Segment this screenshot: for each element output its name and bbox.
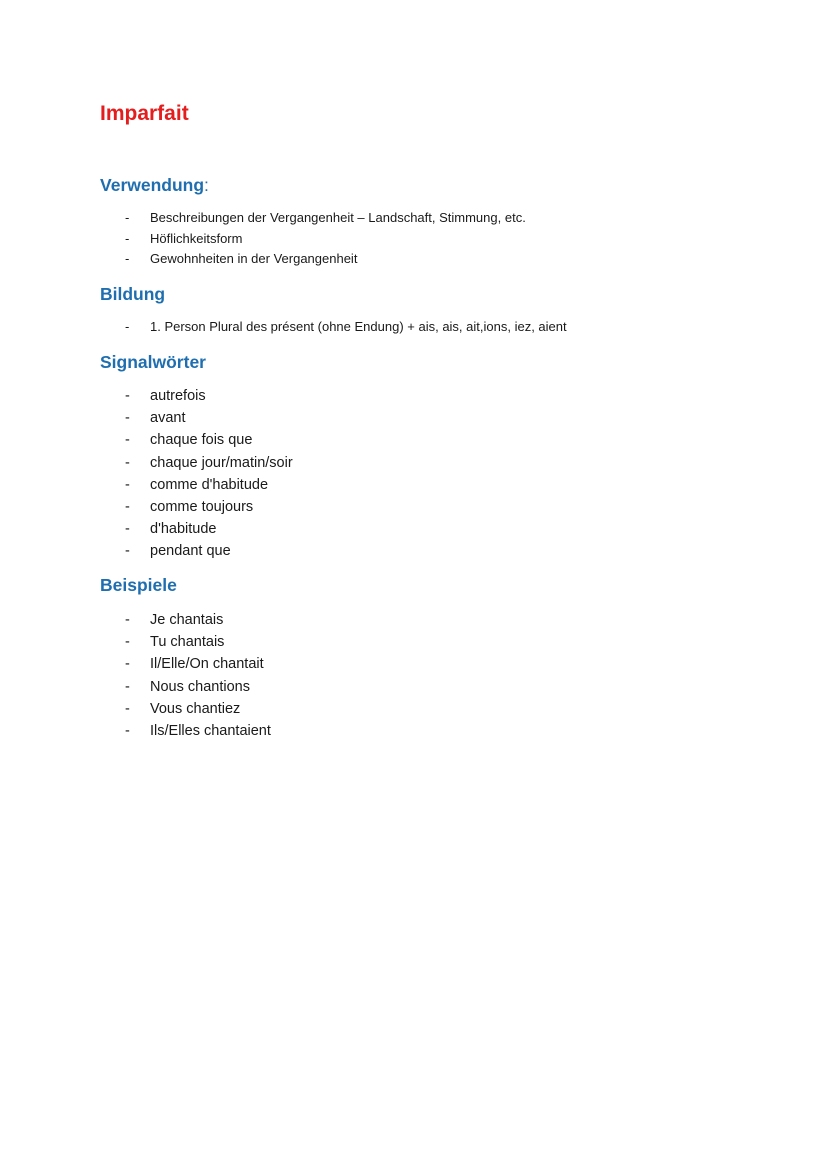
list-item-text: avant (150, 410, 186, 427)
list-item-text: 1. Person Plural des présent (ohne Endung) + ais, ais, ait,ions, iez, aient (150, 319, 567, 334)
bullet-dash: - (125, 476, 130, 493)
bullet-dash: - (125, 432, 130, 449)
bullet-dash: - (125, 210, 130, 225)
bullet-dash: - (125, 388, 130, 404)
list-item-text: Vous chantiez (150, 700, 241, 717)
bullet-dash: - (125, 498, 130, 515)
bullet-dash: - (125, 410, 130, 427)
list-item-text: d'habitude (150, 521, 217, 538)
list-item-text: Je chantais (150, 612, 224, 628)
heading-verwendung (100, 174, 209, 196)
heading-verwendung-colon: : (204, 175, 209, 195)
list-item-text: Tu chantais (150, 634, 225, 651)
bullet-dash: - (125, 230, 130, 246)
bullet-dash: - (125, 634, 130, 651)
heading-beispiele: Beispiele (100, 575, 177, 595)
list-item-text: Il/Elle/On chantait (150, 656, 264, 673)
list-item-text: comme d'habitude (150, 476, 269, 493)
list-item-text: pendant que (150, 543, 231, 560)
bullet-dash: - (125, 521, 130, 538)
bullet-dash: - (125, 251, 130, 266)
heading-signalwoerter: Signalwörter (100, 352, 206, 372)
bullet-dash: - (125, 700, 130, 717)
bullet-dash: - (125, 319, 130, 334)
list-item-text: Nous chantions (150, 678, 250, 695)
list-item-text: chaque jour/matin/soir (150, 454, 293, 471)
list-item-text: chaque fois que (150, 432, 253, 449)
list-item-text: autrefois (150, 388, 206, 404)
document-title: Imparfait (100, 102, 189, 125)
list-item-text: Höflichkeitsform (150, 230, 243, 246)
list-item-text: comme toujours (150, 498, 254, 515)
heading-verwendung-text: Verwendung (100, 175, 205, 195)
bullet-dash: - (125, 543, 130, 560)
bullet-dash: - (125, 612, 130, 628)
heading-bildung: Bildung (100, 284, 166, 304)
bullet-dash: - (125, 454, 130, 471)
list-item-text: Ils/Elles chantaient (150, 722, 271, 739)
bullet-dash: - (125, 678, 130, 695)
bullet-dash: - (125, 722, 130, 739)
list-item-text: Gewohnheiten in der Vergangenheit (150, 251, 358, 266)
bullet-dash: - (125, 656, 130, 673)
list-item-text: Beschreibungen der Vergangenheit – Landschaft, Stimmung, etc. (150, 210, 526, 225)
